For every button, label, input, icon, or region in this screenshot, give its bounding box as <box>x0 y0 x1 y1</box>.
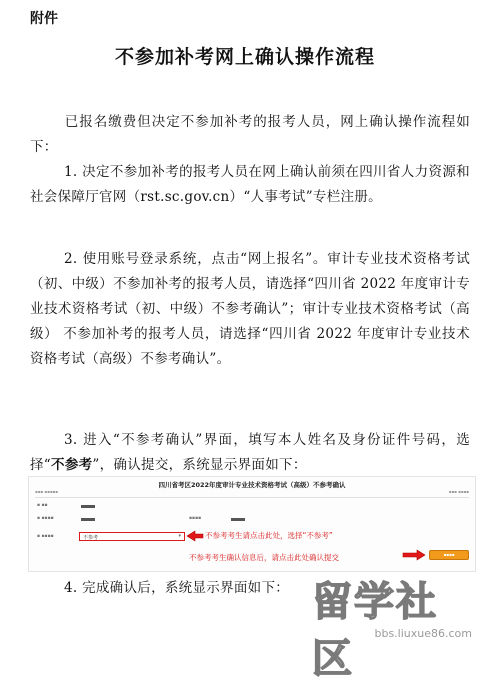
intro-text: 已报名缴费但决定不参加补考的报考人员，网上确认操作流程如下： <box>30 114 470 155</box>
field-label: ▪ ▪▪ <box>37 503 48 508</box>
intro-paragraph <box>30 110 470 160</box>
step-1-text: 1. 决定不参加补考的报考人员在网上确认前须在四川省人力资源和社会保障厅官网（rst.sc.gov.cn）“人事考试”专栏注册。 <box>30 164 470 205</box>
step-4-text: 4. 完成确认后，系统显示界面如下： <box>64 580 290 596</box>
step-1-paragraph <box>30 160 470 210</box>
screenshot-header-right: ▪▪▪ ▪▪▪▪ <box>448 489 469 494</box>
step-2-text: 2. 使用账号登录系统，点击“网上报名”。审计专业技术资格考试（初、中级）不参加补考的报考人员，请选择“四川省 2022 年度审计专业技术资格考试（初、中级）不参考确认”；审计专业技术资格考试（高级） 不参加补考的报考人员，请选择“四川省 2022 年度审计专业技术资格考试（高级）不参考确认”。 <box>30 251 470 367</box>
arrow-right-icon <box>403 550 425 560</box>
field-label: ▪ ▪▪▪▪ <box>37 516 54 521</box>
chevron-down-icon: ▾ <box>178 533 181 539</box>
step-3-text-after: ”，确认提交，系统显示界面如下： <box>92 457 307 473</box>
attachment-label: 附件 <box>30 11 58 27</box>
step-3-paragraph <box>30 428 470 478</box>
watermark-url: bbs.liuxue86.com <box>374 627 472 640</box>
confirm-submit-button[interactable]: ▪▪▪▪ <box>429 550 469 560</box>
step-3-text-before: 3. 进入“不参考确认”界面，填写本人姓名及身份证件号码，选择“ <box>30 432 470 473</box>
step-2-paragraph <box>30 247 470 372</box>
watermark <box>312 566 488 682</box>
annotation-submit-note: 不参考考生确认信息后，请点击此处确认提交 <box>189 553 339 562</box>
watermark-brand: 留学社区 <box>312 579 438 682</box>
field-label: ▪▪▪▪ <box>189 516 202 521</box>
annotation-select-note: 不参考考生请点击此处，选择“不参考” <box>205 531 333 540</box>
confirmation-screenshot <box>28 476 476 572</box>
screenshot-title: 四川省考区2022年度审计专业技术资格考试（高级）不参考确认 <box>158 481 346 489</box>
page-title: 不参加补考网上确认操作流程 <box>114 46 375 68</box>
step-3-bold-option: 不参考 <box>51 457 93 473</box>
arrow-left-icon <box>187 531 203 541</box>
participation-select-value: 不参考 <box>83 535 99 541</box>
screenshot-header-left: ▪▪▪ ▪▪▪▪▪ <box>35 489 58 494</box>
field-label: ▪ ▪▪▪▪ <box>37 534 54 539</box>
